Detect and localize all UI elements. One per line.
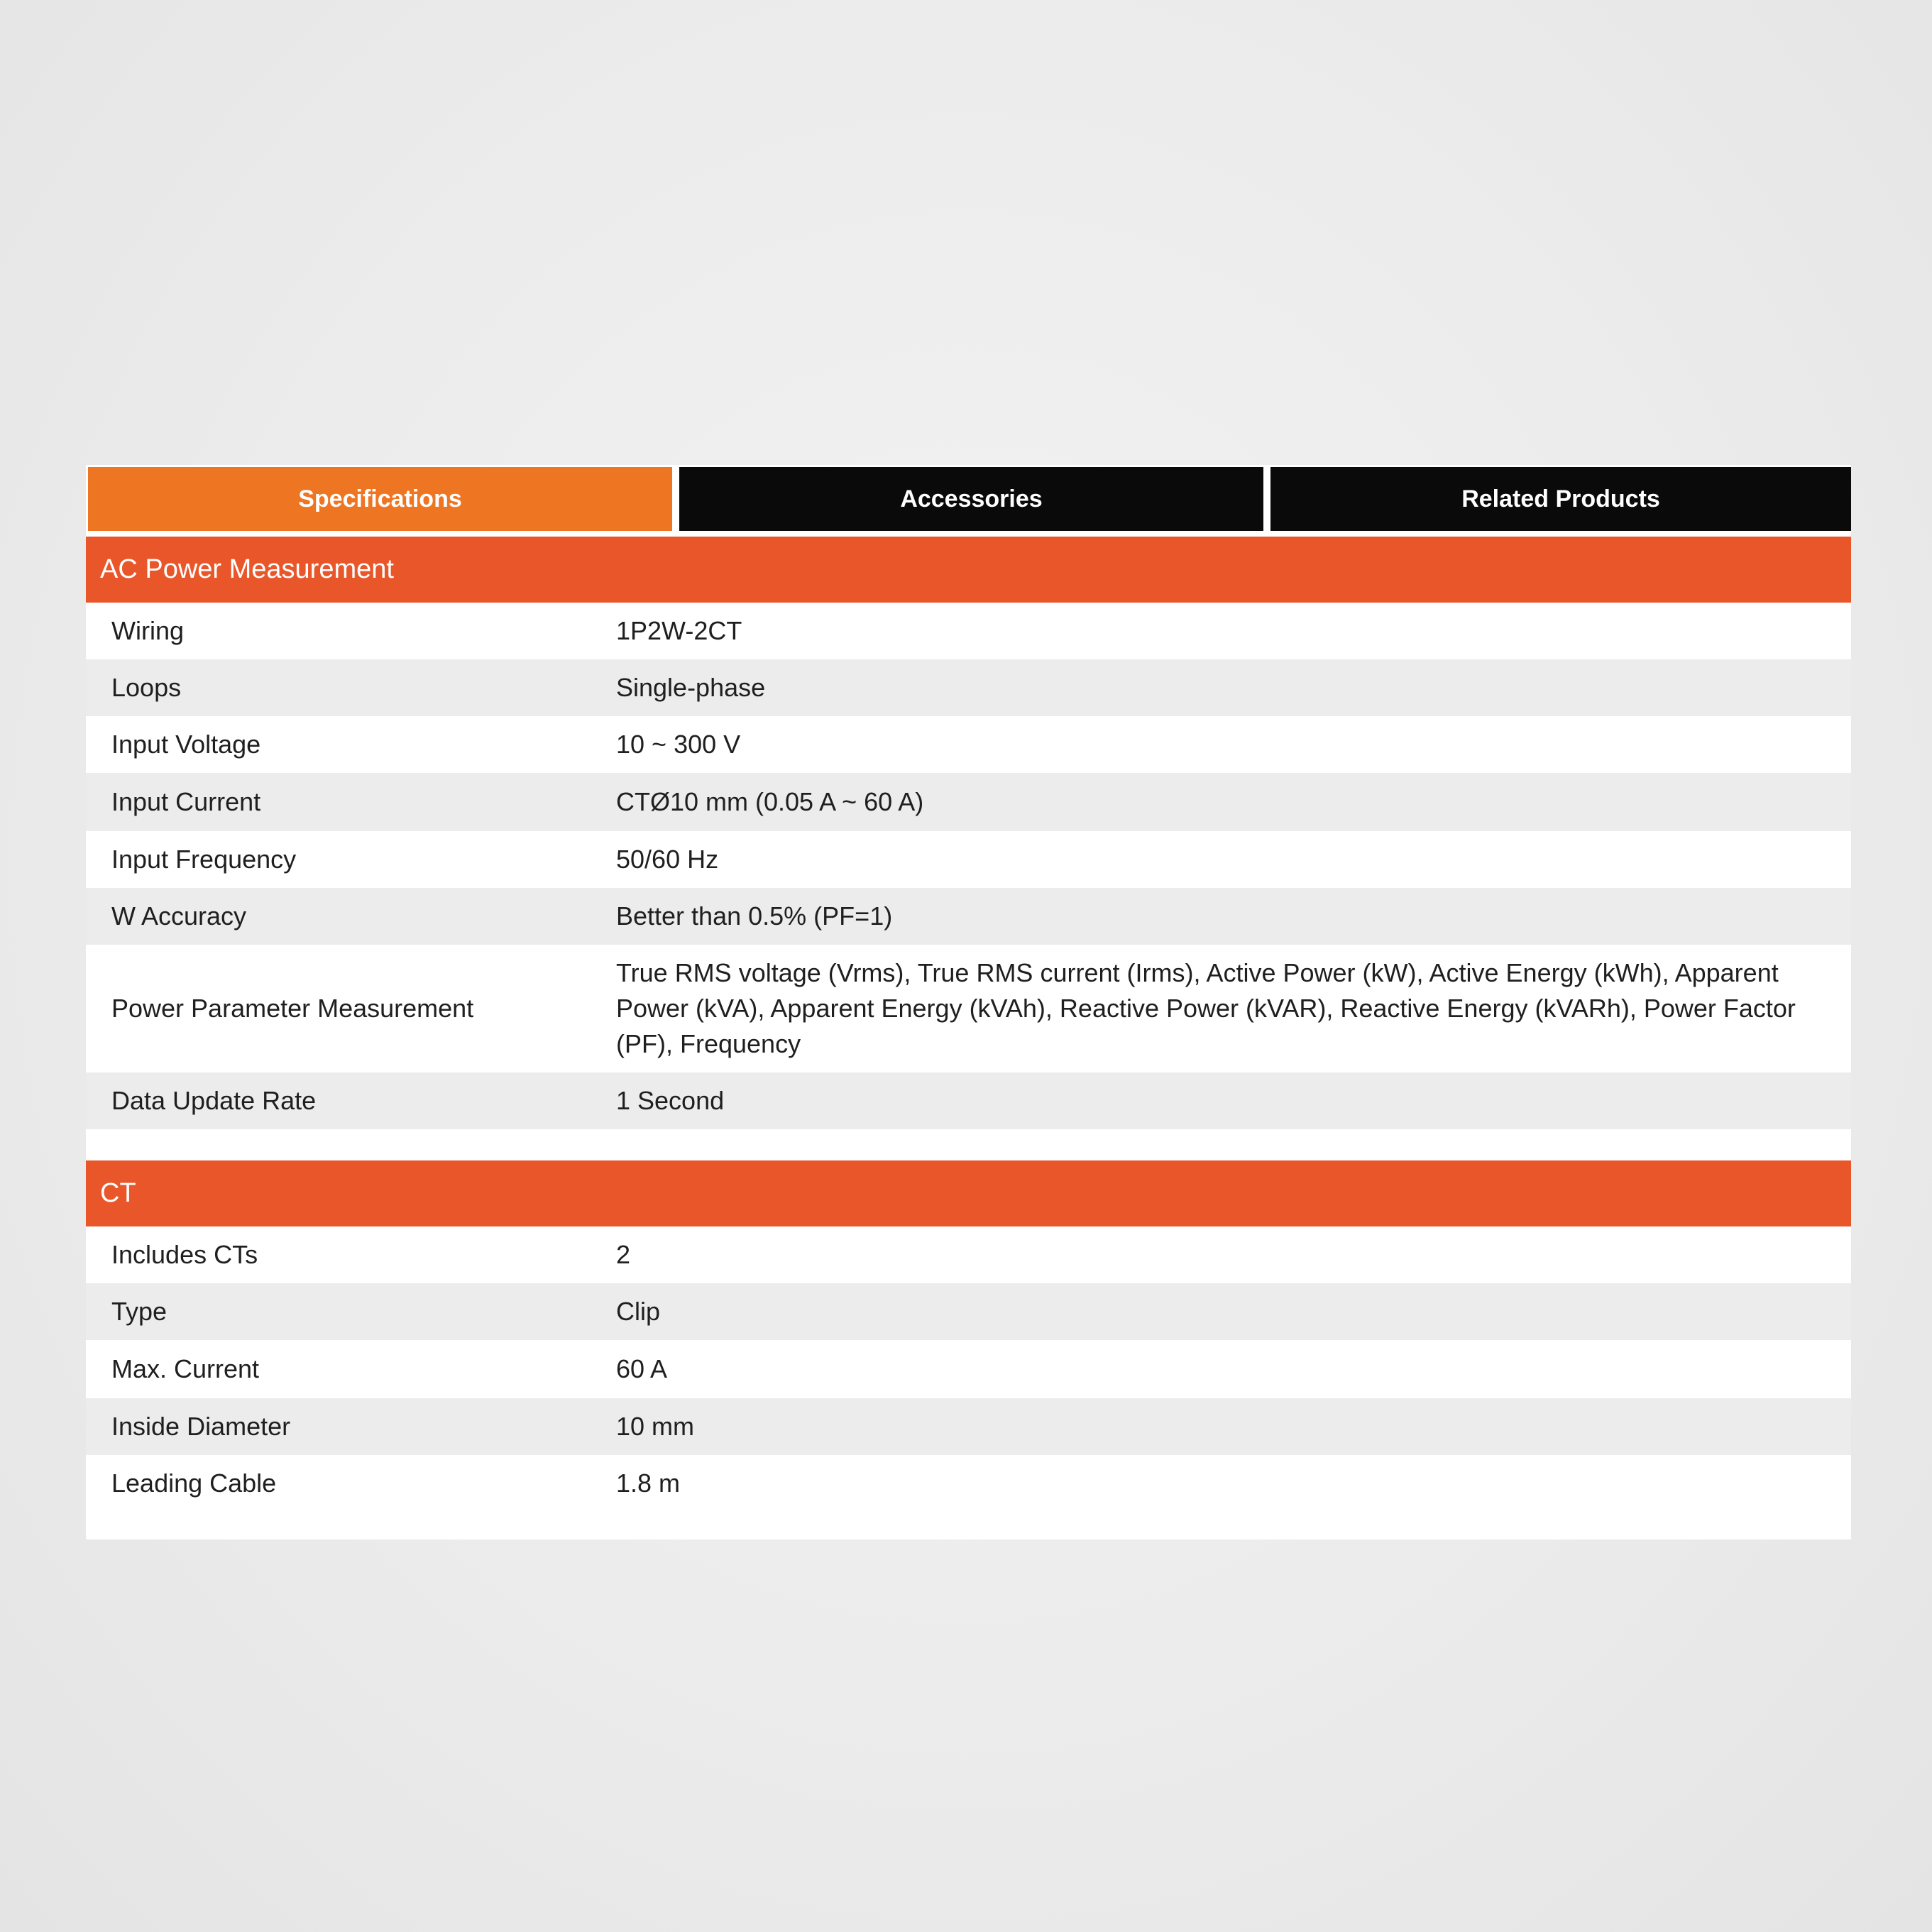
spec-value: 1P2W-2CT (616, 616, 742, 645)
section-header: AC Power Measurement (86, 537, 1851, 603)
spec-label: Loops (111, 673, 182, 702)
spec-value: Better than 0.5% (PF=1) (616, 901, 893, 931)
spec-value: 10 ~ 300 V (616, 730, 741, 759)
spec-label: Max. Current (111, 1354, 260, 1383)
section-ct (86, 1160, 1851, 1512)
spec-row (86, 1340, 1851, 1398)
spec-label: Power Parameter Measurement (111, 994, 474, 1023)
tab-specifications[interactable]: Specifications (88, 467, 672, 531)
spec-label: Input Frequency (111, 845, 297, 874)
section-header: CT (86, 1160, 1851, 1226)
tab-bar (86, 467, 1851, 531)
spec-value: 1.8 m (616, 1469, 681, 1498)
spec-label: Input Voltage (111, 730, 261, 759)
spec-value: Clip (616, 1297, 661, 1326)
spec-label: Leading Cable (111, 1469, 277, 1498)
tab-related-products[interactable]: Related Products (1270, 467, 1851, 531)
spec-row (86, 1072, 1851, 1129)
spec-panel (86, 465, 1851, 1539)
spec-value: 50/60 Hz (616, 845, 719, 874)
spec-value: 2 (616, 1240, 631, 1269)
spec-row (86, 1283, 1851, 1340)
spec-label: Data Update Rate (111, 1086, 317, 1115)
spec-row (86, 1398, 1851, 1455)
spec-value: Single-phase (616, 673, 766, 702)
spec-row (86, 888, 1851, 945)
spec-row (86, 1455, 1851, 1512)
spec-row (86, 659, 1851, 716)
spec-label: Inside Diameter (111, 1412, 291, 1441)
spec-value: 1 Second (616, 1086, 725, 1115)
spec-row (86, 603, 1851, 659)
section-ac-power-measurement (86, 537, 1851, 1129)
spec-value: True RMS voltage (Vrms), True RMS current (Irms), Active Power (kW), Active Energy (kWh), Apparent Power (kVA), Apparent Energy (kVAh), Reactive Power (kVAR), Reactive Energy (kVARh), Power Factor (PF), Frequency (616, 958, 1796, 1058)
spec-row (86, 1226, 1851, 1283)
spec-label: W Accuracy (111, 901, 247, 931)
spec-value: 10 mm (616, 1412, 695, 1441)
spec-row (86, 716, 1851, 773)
spec-row (86, 831, 1851, 888)
spec-row (86, 945, 1851, 1072)
spec-label: Wiring (111, 616, 185, 645)
spec-value: CTØ10 mm (0.05 A ~ 60 A) (616, 787, 924, 816)
spec-label: Type (111, 1297, 168, 1326)
tab-accessories[interactable]: Accessories (679, 467, 1263, 531)
spec-value: 60 A (616, 1354, 668, 1383)
spec-row (86, 773, 1851, 831)
spec-label: Includes CTs (111, 1240, 258, 1269)
spec-label: Input Current (111, 787, 261, 816)
